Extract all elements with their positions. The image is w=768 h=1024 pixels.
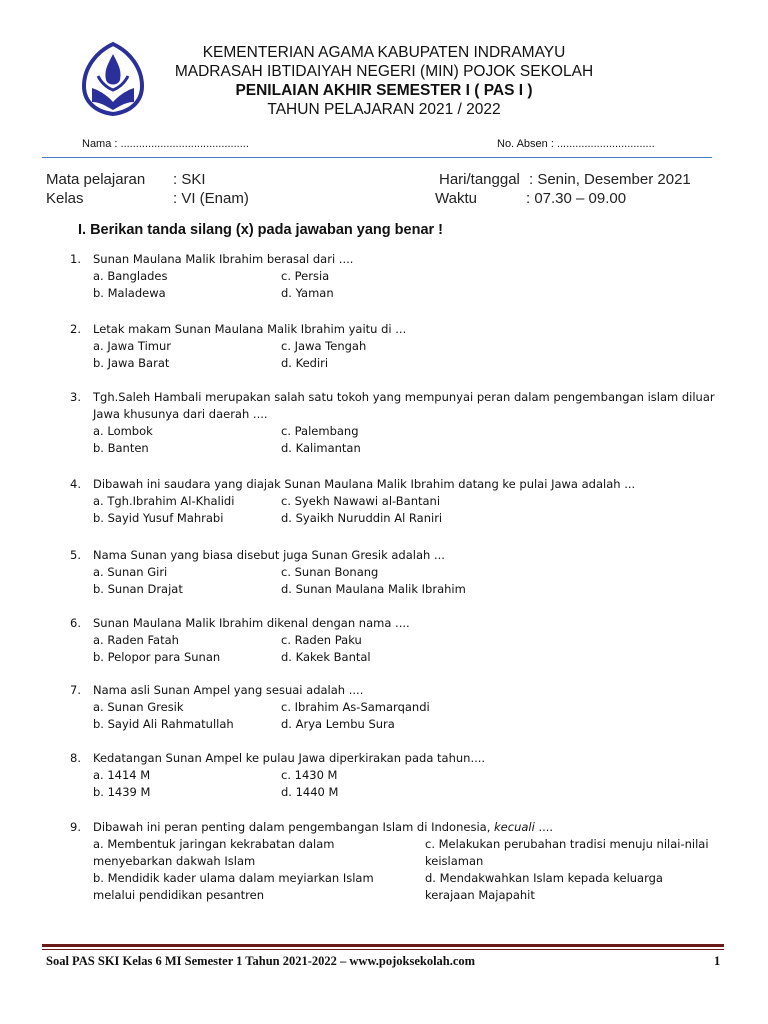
option-d: d. Mendakwahkan Islam kepada keluarga kerajaan Majapahit — [425, 871, 663, 902]
page-number: 1 — [714, 954, 721, 968]
option-b: b. Banten — [93, 441, 149, 455]
absen-field: No. Absen : ................................ — [497, 138, 655, 150]
question-text-end: .... — [534, 820, 554, 834]
option-a: a. Sunan Gresik — [93, 700, 184, 714]
question-number: 2. — [70, 322, 81, 336]
question-text: Dibawah ini saudara yang diajak Sunan Maulana Malik Ibrahim datang ke pulai Jawa adalah ... — [93, 477, 636, 491]
footer-rule-thin — [42, 949, 724, 950]
question-number: 5. — [70, 548, 81, 562]
option-d: d. Kalimantan — [281, 441, 361, 455]
option-d: d. Arya Lembu Sura — [281, 717, 395, 731]
question-text — [93, 819, 723, 836]
option-b: b. Sayid Ali Rahmatullah — [93, 717, 234, 731]
option-b: b. Mendidik kader ulama dalam meyiarkan Islam melalui pendidikan pesantren — [93, 871, 374, 902]
option-b: b. Jawa Barat — [93, 356, 170, 370]
time-value: : 07.30 – 09.00 — [526, 190, 627, 207]
footer-rule — [42, 944, 724, 947]
option-d: d. Yaman — [281, 286, 334, 300]
date-value: : Senin, Desember 2021 — [529, 171, 691, 188]
option-d: d. 1440 M — [281, 785, 339, 799]
question-text: Sunan Maulana Malik Ibrahim berasal dari .... — [93, 252, 354, 266]
question-text-kecuali: kecuali — [490, 820, 535, 834]
question-text: Kedatangan Sunan Ampel ke pulau Jawa diperkirakan pada tahun.... — [93, 751, 486, 765]
option-c: c. Raden Paku — [281, 633, 362, 647]
date-label: Hari/tanggal — [439, 171, 520, 188]
question-text: Letak makam Sunan Maulana Malik Ibrahim yaitu di ... — [93, 322, 407, 336]
question-number: 7. — [70, 683, 81, 697]
question-number: 1. — [70, 252, 81, 266]
header-exam-title: PENILAIAN AKHIR SEMESTER I ( PAS I ) — [235, 82, 533, 99]
question-text: Nama Sunan yang biasa disebut juga Sunan Gresik adalah ... — [93, 548, 445, 562]
option-a: a. Tgh.Ibrahim Al-Khalidi — [93, 494, 235, 508]
option-c: c. Palembang — [281, 424, 359, 438]
exam-meta — [0, 171, 768, 211]
option-b: b. Pelopor para Sunan — [93, 650, 221, 664]
divider-line — [42, 157, 712, 158]
question-number: 4. — [70, 477, 81, 491]
option-d: d. Sunan Maulana Malik Ibrahim — [281, 582, 466, 596]
option-c: c. Syekh Nawawi al-Bantani — [281, 494, 441, 508]
class-value: : VI (Enam) — [173, 190, 249, 207]
header-academic-year: TAHUN PELAJARAN 2021 / 2022 — [267, 101, 501, 118]
option-c: c. Melakukan perubahan tradisi menuju nilai-nilai keislaman — [425, 837, 709, 868]
option-a: a. Banglades — [93, 269, 168, 283]
option-a: a. Sunan Giri — [93, 565, 168, 579]
question-text-main: Dibawah ini peran penting dalam pengembangan Islam di Indonesia, — [93, 820, 491, 834]
question-number: 8. — [70, 751, 81, 765]
header-school: MADRASAH IBTIDAIYAH NEGERI (MIN) POJOK SEKOLAH — [174, 63, 594, 80]
subject-label: Mata pelajaran — [46, 171, 146, 188]
section-title: I. Berikan tanda silang (x) pada jawaban yang benar ! — [78, 222, 444, 238]
option-c: c. Persia — [281, 269, 330, 283]
option-b: b. Sayid Yusuf Mahrabi — [93, 511, 224, 525]
question-number: 3. — [70, 390, 81, 404]
subject-value: : SKI — [173, 171, 206, 188]
option-a: a. Membentuk jaringan kekrabatan dalam menyebarkan dakwah Islam — [93, 837, 335, 868]
question-number: 9. — [70, 820, 81, 834]
question-text: Tgh.Saleh Hambali merupakan salah satu tokoh yang mempunyai peran dalam pengembangan islam diluar Jawa khusunya dari daerah .... — [93, 390, 715, 421]
question-text: Sunan Maulana Malik Ibrahim dikenal dengan nama .... — [93, 616, 410, 630]
option-b: b. Sunan Drajat — [93, 582, 183, 596]
madrasah-logo — [78, 40, 148, 120]
time-label: Waktu — [435, 190, 477, 207]
option-c: c. 1430 M — [281, 768, 338, 782]
option-b: b. Maladewa — [93, 286, 166, 300]
name-field: Nama : .......................................... — [82, 138, 249, 150]
footer-text: Soal PAS SKI Kelas 6 MI Semester 1 Tahun 2021-2022 – www.pojoksekolah.com — [46, 954, 476, 968]
question-number: 6. — [70, 616, 81, 630]
option-a: a. Raden Fatah — [93, 633, 179, 647]
option-a: a. Jawa Timur — [93, 339, 171, 353]
option-d: d. Kediri — [281, 356, 329, 370]
option-c: c. Ibrahim As-Samarqandi — [281, 700, 430, 714]
option-a: a. Lombok — [93, 424, 153, 438]
option-d: d. Kakek Bantal — [281, 650, 371, 664]
question-text: Nama asli Sunan Ampel yang sesuai adalah .... — [93, 683, 364, 697]
class-label: Kelas — [46, 190, 84, 207]
header-ministry: KEMENTERIAN AGAMA KABUPATEN INDRAMAYU — [202, 44, 566, 61]
option-d: d. Syaikh Nuruddin Al Raniri — [281, 511, 443, 525]
option-c: c. Sunan Bonang — [281, 565, 379, 579]
option-b: b. 1439 M — [93, 785, 151, 799]
option-c: c. Jawa Tengah — [281, 339, 367, 353]
option-a: a. 1414 M — [93, 768, 151, 782]
